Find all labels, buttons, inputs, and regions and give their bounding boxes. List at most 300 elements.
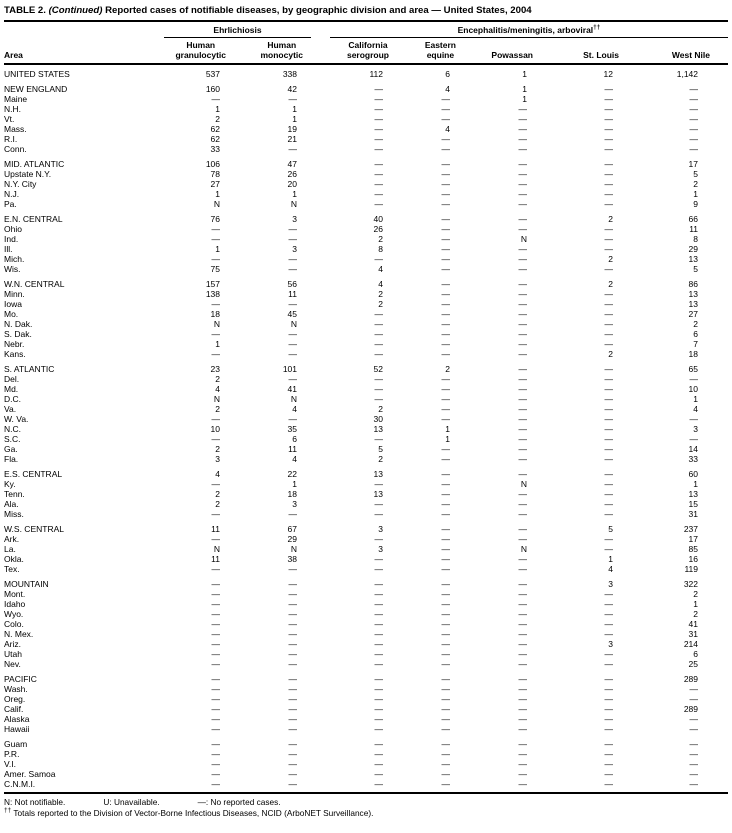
value-cell: 1 [215, 339, 220, 349]
value-cell: — [518, 684, 527, 694]
area-cell: Wyo. [4, 609, 24, 619]
value-cell: N [290, 544, 297, 554]
value-cell: — [604, 394, 613, 404]
value-cell: 2 [693, 609, 699, 619]
value-cell: 1 [292, 114, 297, 124]
group-header-spacer [4, 22, 164, 38]
footnote-dagger-text: Totals reported to the Division of Vector-Borne Infectious Diseases, NCID (ArboNET Surveillance). [11, 808, 374, 818]
value-cell: — [518, 169, 527, 179]
value-cell: — [604, 319, 613, 329]
value-cell: — [604, 534, 613, 544]
table-row [4, 154, 728, 169]
value-cell: — [288, 254, 297, 264]
footnote-dagger-symbol: †† [4, 807, 12, 815]
value-cell: — [689, 434, 699, 444]
column-header-california-serogroup: California serogroup [311, 38, 397, 64]
value-cell: 35 [287, 424, 297, 434]
value-cell: — [604, 299, 613, 309]
value-cell: — [518, 704, 527, 714]
value-cell: 12 [603, 69, 613, 79]
value-cell: — [374, 509, 383, 519]
value-cell: — [288, 599, 297, 609]
value-cell: 1 [693, 394, 699, 404]
value-cell: — [374, 374, 383, 384]
value-cell: — [604, 704, 613, 714]
value-cell: 2 [693, 179, 699, 189]
table-row [4, 649, 728, 659]
value-cell: — [441, 724, 450, 734]
value-cell: — [441, 479, 450, 489]
table-row [4, 694, 728, 704]
value-cell: — [441, 264, 450, 274]
area-cell: NEW ENGLAND [4, 84, 68, 94]
table-row [4, 444, 728, 454]
value-cell: 4 [215, 384, 220, 394]
value-cell: — [689, 769, 699, 779]
table-row [4, 489, 728, 499]
value-cell: — [518, 214, 527, 224]
table-row [4, 169, 728, 179]
value-cell: — [518, 144, 527, 154]
value-cell: 1 [693, 479, 699, 489]
value-cell: — [604, 739, 613, 749]
value-cell: — [518, 589, 527, 599]
value-cell: — [211, 779, 220, 789]
table-row [4, 544, 728, 554]
value-cell: 214 [683, 639, 699, 649]
area-cell: S. ATLANTIC [4, 364, 55, 374]
value-cell: — [374, 554, 383, 564]
value-cell: — [689, 684, 699, 694]
area-cell: Minn. [4, 289, 25, 299]
value-cell: — [374, 704, 383, 714]
value-cell: 29 [287, 534, 297, 544]
column-header-eastern-equine: Eastern equine [397, 38, 464, 64]
value-cell: 2 [378, 454, 383, 464]
value-cell: — [441, 244, 450, 254]
value-cell: — [518, 779, 527, 789]
value-cell: — [604, 659, 613, 669]
value-cell: — [211, 534, 220, 544]
table-row [4, 629, 728, 639]
value-cell: — [518, 749, 527, 759]
area-cell: MID. ATLANTIC [4, 159, 65, 169]
value-cell: — [689, 414, 699, 424]
value-cell: 6 [693, 649, 699, 659]
table-row [4, 199, 728, 209]
value-cell: 1 [693, 189, 699, 199]
value-cell: — [441, 94, 450, 104]
value-cell: — [374, 104, 383, 114]
area-cell: S. Dak. [4, 329, 32, 339]
table-row [4, 384, 728, 394]
value-cell: — [604, 759, 613, 769]
value-cell: 1 [445, 434, 450, 444]
value-cell: — [374, 394, 383, 404]
value-cell: — [441, 674, 450, 684]
area-cell: Md. [4, 384, 19, 394]
table-row [4, 434, 728, 444]
value-cell: — [441, 224, 450, 234]
value-cell: — [604, 479, 613, 489]
value-cell: — [288, 704, 297, 714]
value-cell: 3 [292, 244, 297, 254]
value-cell: — [211, 739, 220, 749]
value-cell: 42 [287, 84, 297, 94]
value-cell: — [211, 674, 220, 684]
area-cell: Tex. [4, 564, 20, 574]
column-header-powassan: Powassan [464, 38, 541, 64]
area-cell: Guam [4, 739, 28, 749]
value-cell: — [288, 779, 297, 789]
value-cell: 10 [688, 384, 699, 394]
value-cell: — [604, 424, 613, 434]
value-cell: — [604, 469, 613, 479]
area-cell: MOUNTAIN [4, 579, 49, 589]
footnote-dagger [4, 808, 728, 819]
value-cell: — [518, 309, 527, 319]
value-cell: — [374, 534, 383, 544]
value-cell: 20 [287, 179, 297, 189]
value-cell: 160 [205, 84, 220, 94]
value-cell: — [604, 94, 613, 104]
value-cell: 6 [292, 434, 297, 444]
area-cell: Ga. [4, 444, 18, 454]
value-cell: — [518, 599, 527, 609]
value-cell: 11 [288, 444, 297, 454]
table-title [4, 4, 728, 22]
value-cell: — [518, 524, 527, 534]
value-cell: — [441, 299, 450, 309]
value-cell: — [604, 104, 613, 114]
area-cell: Calif. [4, 704, 24, 714]
value-cell: 22 [287, 469, 297, 479]
value-cell: 2 [378, 404, 383, 414]
value-cell: 2 [608, 279, 613, 289]
table-body [4, 64, 728, 789]
value-cell: N [213, 394, 220, 404]
value-cell: — [441, 619, 450, 629]
value-cell: 27 [210, 179, 220, 189]
value-cell: 2 [215, 489, 220, 499]
value-cell: — [518, 434, 527, 444]
value-cell: — [211, 579, 220, 589]
value-cell: — [374, 749, 383, 759]
value-cell: — [441, 779, 450, 789]
area-cell: Ky. [4, 479, 16, 489]
value-cell: — [604, 384, 613, 394]
value-cell: 31 [688, 509, 699, 519]
value-cell: — [441, 384, 450, 394]
area-cell: N.H. [4, 104, 21, 114]
value-cell: — [518, 629, 527, 639]
area-cell: Maine [4, 94, 28, 104]
value-cell: — [374, 694, 383, 704]
value-cell: — [211, 479, 220, 489]
area-cell: W.S. CENTRAL [4, 524, 64, 534]
value-cell: 13 [373, 469, 383, 479]
value-cell: — [518, 349, 527, 359]
table-row [4, 349, 728, 359]
value-cell: — [441, 759, 450, 769]
value-cell: — [211, 254, 220, 264]
value-cell: — [441, 749, 450, 759]
value-cell: — [211, 349, 220, 359]
value-cell: 289 [683, 674, 699, 684]
area-cell: Ill. [4, 244, 13, 254]
value-cell: 60 [688, 469, 699, 479]
value-cell: — [211, 704, 220, 714]
area-cell: W.N. CENTRAL [4, 279, 65, 289]
value-cell: — [441, 534, 450, 544]
table-row [4, 564, 728, 574]
value-cell: 3 [693, 424, 699, 434]
value-cell: N [213, 199, 220, 209]
value-cell: 2 [608, 254, 613, 264]
table-row [4, 124, 728, 134]
value-cell: 157 [205, 279, 220, 289]
value-cell: — [211, 434, 220, 444]
value-cell: — [518, 124, 527, 134]
value-cell: — [518, 659, 527, 669]
value-cell: — [211, 619, 220, 629]
value-cell: 19 [287, 124, 297, 134]
value-cell: — [374, 759, 383, 769]
value-cell: — [211, 589, 220, 599]
value-cell: — [441, 589, 450, 599]
value-cell: — [374, 589, 383, 599]
value-cell: — [374, 724, 383, 734]
table-row [4, 264, 728, 274]
value-cell: — [518, 424, 527, 434]
area-cell: Mass. [4, 124, 27, 134]
value-cell: — [441, 579, 450, 589]
value-cell: 6 [445, 69, 450, 79]
value-cell: — [518, 254, 527, 264]
value-cell: — [689, 759, 699, 769]
value-cell: — [211, 759, 220, 769]
value-cell: 23 [210, 364, 220, 374]
value-cell: — [211, 234, 220, 244]
value-cell: — [441, 279, 450, 289]
value-cell: — [604, 189, 613, 199]
value-cell: — [288, 619, 297, 629]
value-cell: — [374, 349, 383, 359]
value-cell: — [604, 454, 613, 464]
value-cell: — [604, 674, 613, 684]
area-cell: N. Mex. [4, 629, 34, 639]
value-cell: — [211, 649, 220, 659]
value-cell: 289 [683, 704, 699, 714]
value-cell: — [604, 779, 613, 789]
value-cell: — [211, 629, 220, 639]
value-cell: 85 [688, 544, 699, 554]
value-cell: 1 [608, 554, 613, 564]
value-cell: — [604, 144, 613, 154]
value-cell: 3 [292, 499, 297, 509]
value-cell: — [441, 489, 450, 499]
value-cell: — [518, 199, 527, 209]
value-cell: — [374, 134, 383, 144]
table-title-prefix: TABLE 2. [4, 5, 49, 16]
value-cell: 13 [688, 489, 699, 499]
value-cell: — [518, 159, 527, 169]
value-cell: — [518, 374, 527, 384]
value-cell: — [518, 189, 527, 199]
value-cell: 2 [215, 444, 220, 454]
value-cell: — [518, 454, 527, 464]
table-row [4, 289, 728, 299]
value-cell: — [518, 114, 527, 124]
group-label-encephalitis: Encephalitis/meningitis, arboviral [457, 25, 594, 35]
value-cell: — [689, 104, 699, 114]
table-row [4, 309, 728, 319]
value-cell: — [604, 489, 613, 499]
value-cell: — [604, 114, 613, 124]
value-cell: — [288, 374, 297, 384]
table-row [4, 234, 728, 244]
area-cell: W. Va. [4, 414, 29, 424]
value-cell: — [441, 309, 450, 319]
value-cell: 11 [211, 554, 220, 564]
value-cell: — [441, 159, 450, 169]
area-cell: Ala. [4, 499, 19, 509]
value-cell: 1 [215, 189, 220, 199]
value-cell: — [441, 544, 450, 554]
value-cell: — [374, 564, 383, 574]
value-cell: 338 [282, 69, 297, 79]
value-cell: — [604, 244, 613, 254]
value-cell: — [604, 434, 613, 444]
value-cell: — [604, 224, 613, 234]
value-cell: 66 [688, 214, 699, 224]
area-cell: La. [4, 544, 16, 554]
value-cell: — [604, 609, 613, 619]
footnote-legend [4, 797, 728, 808]
value-cell: — [441, 659, 450, 669]
area-cell: Wis. [4, 264, 21, 274]
table-row [4, 64, 728, 79]
value-cell: — [288, 629, 297, 639]
value-cell: — [374, 714, 383, 724]
value-cell: 13 [373, 424, 383, 434]
value-cell: 4 [445, 84, 450, 94]
value-cell: — [518, 714, 527, 724]
value-cell: — [689, 84, 699, 94]
value-cell: — [518, 279, 527, 289]
area-cell: Ind. [4, 234, 19, 244]
area-cell: Nev. [4, 659, 21, 669]
table-row [4, 424, 728, 434]
value-cell: — [604, 264, 613, 274]
value-cell: 27 [688, 309, 699, 319]
value-cell: 537 [205, 69, 220, 79]
value-cell: 1 [292, 189, 297, 199]
value-cell: 6 [693, 329, 699, 339]
area-cell: D.C. [4, 394, 21, 404]
column-header-human-monocytic: Human monocytic [234, 38, 311, 64]
value-cell: — [211, 694, 220, 704]
area-cell: Miss. [4, 509, 24, 519]
value-cell: 7 [693, 339, 699, 349]
value-cell: — [441, 179, 450, 189]
area-cell: N.C. [4, 424, 21, 434]
area-cell: Idaho [4, 599, 26, 609]
table-row [4, 394, 728, 404]
value-cell: 56 [287, 279, 297, 289]
value-cell: — [518, 534, 527, 544]
value-cell: — [441, 564, 450, 574]
value-cell: 138 [205, 289, 220, 299]
value-cell: — [374, 769, 383, 779]
value-cell: — [441, 199, 450, 209]
table-row [4, 639, 728, 649]
value-cell: — [288, 579, 297, 589]
value-cell: — [441, 169, 450, 179]
table-row [4, 734, 728, 749]
value-cell: — [374, 384, 383, 394]
value-cell: — [288, 414, 297, 424]
value-cell: — [518, 224, 527, 234]
value-cell: — [288, 144, 297, 154]
value-cell: — [441, 694, 450, 704]
value-cell: — [518, 649, 527, 659]
value-cell: — [518, 499, 527, 509]
value-cell: — [374, 84, 383, 94]
value-cell: — [518, 364, 527, 374]
value-cell: — [211, 299, 220, 309]
value-cell: — [441, 469, 450, 479]
value-cell: — [518, 674, 527, 684]
value-cell: 2 [608, 349, 613, 359]
area-cell: Okla. [4, 554, 24, 564]
value-cell: 62 [210, 124, 220, 134]
value-cell: — [518, 469, 527, 479]
table-row [4, 79, 728, 94]
value-cell: 2 [378, 234, 383, 244]
table-row [4, 749, 728, 759]
area-cell: Vt. [4, 114, 15, 124]
value-cell: — [288, 299, 297, 309]
dagger-superscript: †† [593, 24, 601, 32]
value-cell: — [518, 489, 527, 499]
value-cell: — [288, 224, 297, 234]
value-cell: 4 [693, 404, 699, 414]
value-cell: — [288, 759, 297, 769]
value-cell: — [604, 724, 613, 734]
value-cell: — [604, 199, 613, 209]
value-cell: — [441, 114, 450, 124]
value-cell: — [288, 714, 297, 724]
value-cell: — [211, 659, 220, 669]
value-cell: — [604, 599, 613, 609]
value-cell: — [441, 234, 450, 244]
value-cell: 112 [369, 69, 383, 79]
value-cell: — [518, 289, 527, 299]
value-cell: 5 [608, 524, 613, 534]
table-row [4, 414, 728, 424]
value-cell: — [604, 339, 613, 349]
table-row [4, 659, 728, 669]
value-cell: — [604, 234, 613, 244]
value-cell: — [374, 639, 383, 649]
table-row [4, 224, 728, 234]
value-cell: 3 [608, 639, 613, 649]
value-cell: — [441, 349, 450, 359]
value-cell: — [441, 414, 450, 424]
value-cell: — [374, 499, 383, 509]
value-cell: — [518, 319, 527, 329]
